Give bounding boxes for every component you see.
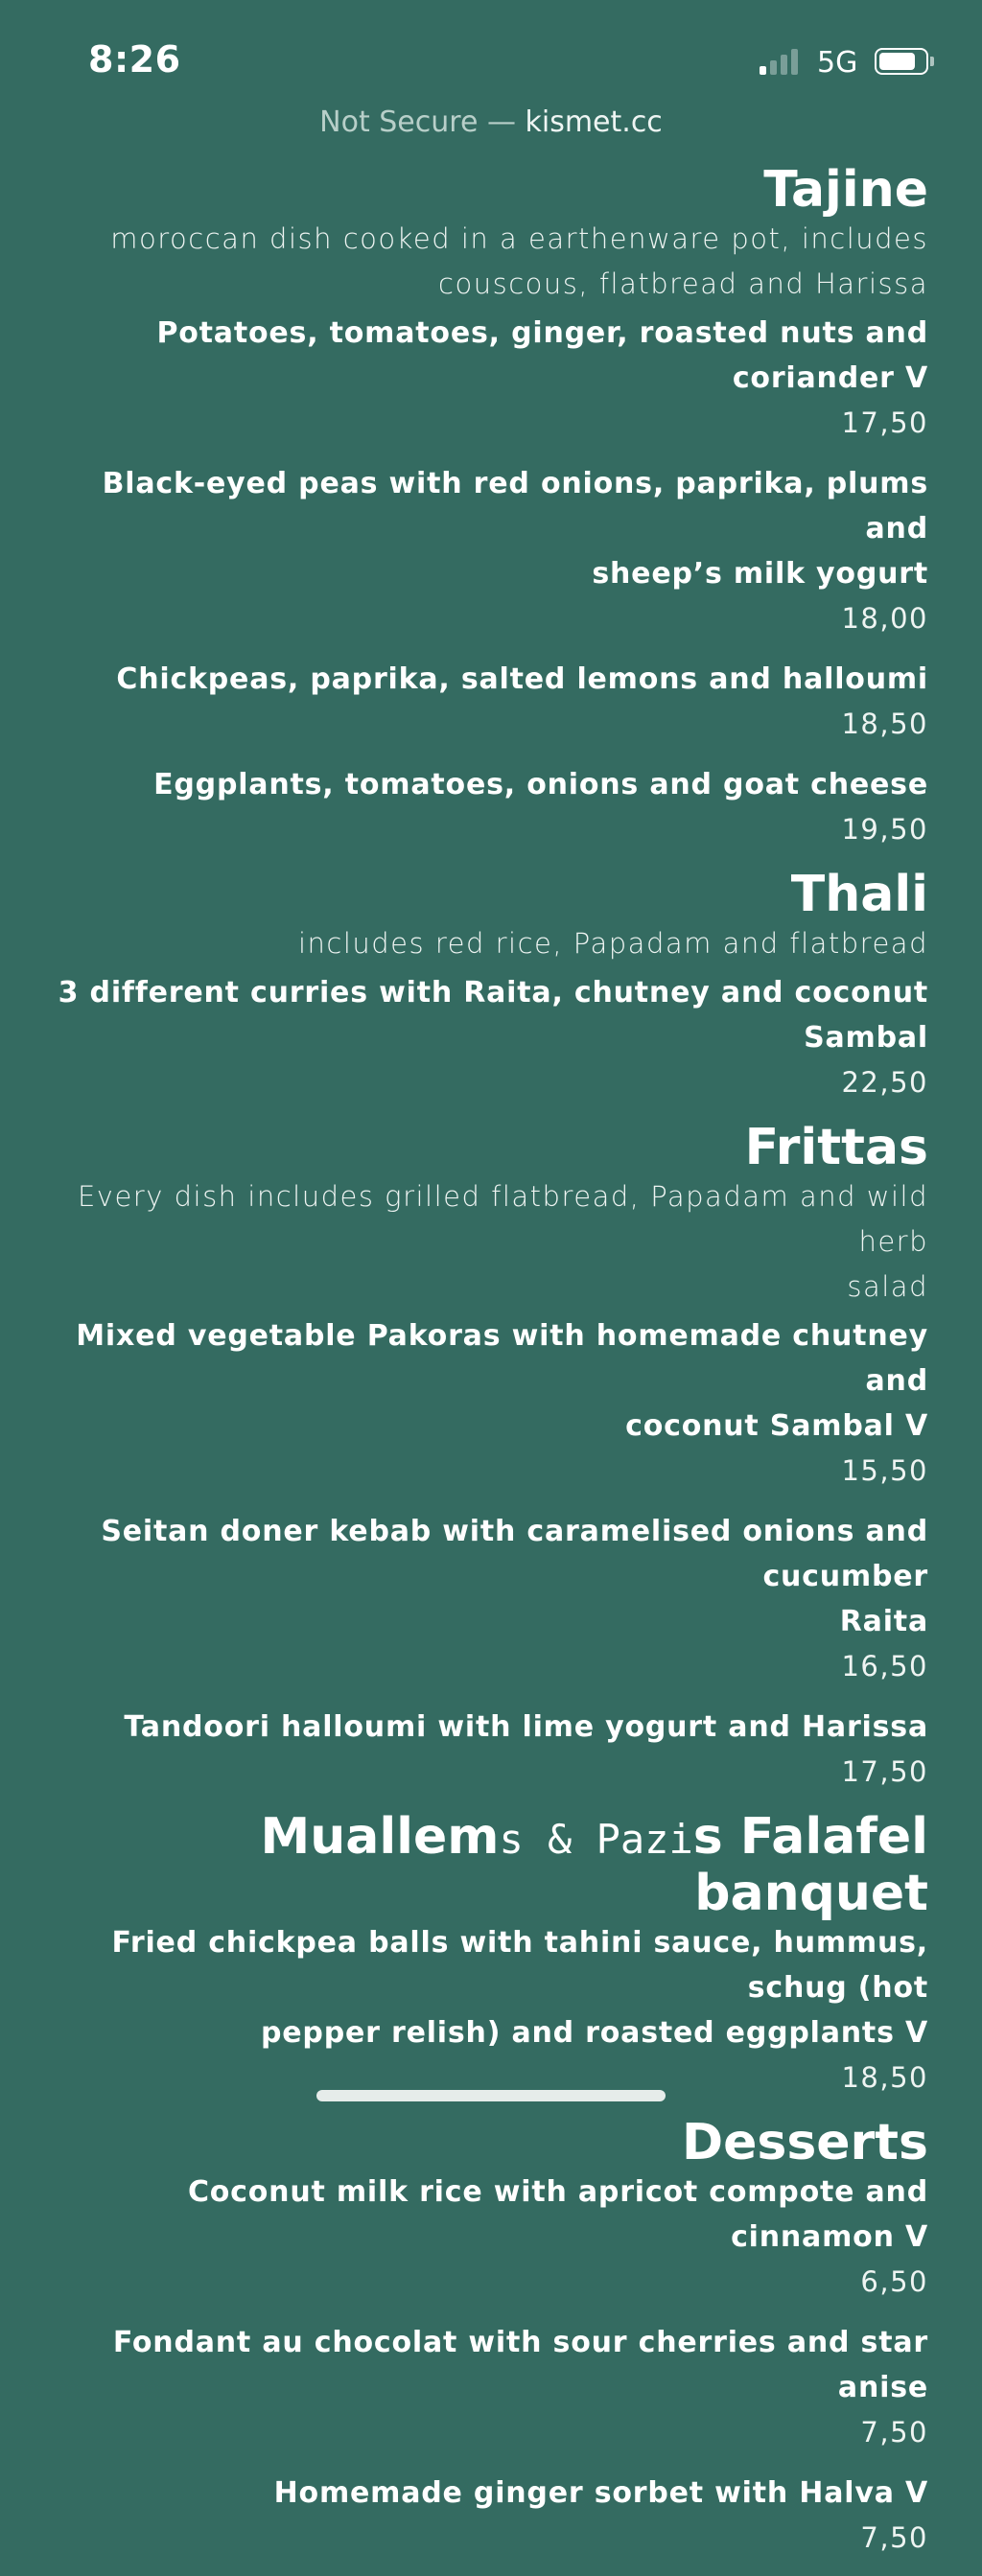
section-description: includes red rice, Papadam and flatbread [297,927,928,960]
dish-price: 22,50 [841,1066,928,1099]
signal-bar [791,49,798,75]
dish-name-line: Mixed vegetable Pakoras with homemade chutney and [76,1319,928,1398]
site-domain: kismet.cc [525,105,663,139]
browser-address-bar[interactable] [0,105,982,139]
section-thali [58,868,928,1105]
menu-item [58,2170,928,2305]
dish-name-line: Black-eyed peas with red onions, paprika, plums and [102,467,928,545]
dish-price: 18,00 [841,602,928,635]
section-description [58,1174,928,1310]
signal-bar [770,60,777,75]
section-title [58,1810,928,1920]
dish-price: 18,50 [841,2061,928,2094]
dish-name-line: coconut Sambal V [625,1409,928,1443]
dish-price: 6,50 [860,2265,928,2298]
menu-item [58,2320,928,2455]
battery-level-fill [879,53,915,70]
section-title: Frittas [744,1119,928,1176]
dish-price: 18,50 [841,708,928,740]
menu-item [58,762,928,852]
dish-price: 7,50 [860,2416,928,2448]
status-bar [0,0,982,115]
menu-item [58,1509,928,1689]
menu-item [58,1705,928,1795]
dish-name: Fondant au chocolat with sour cherries and star anise [112,2326,928,2404]
dish-price: 15,50 [841,1454,928,1487]
section-frittas [58,1121,928,1795]
dish-name: 3 different curries with Raita, chutney and coconut Sambal [58,976,928,1055]
menu-item [58,970,928,1105]
dish-price: 17,50 [841,406,928,439]
section-title: Tajine [763,161,928,219]
dish-name-line: Fried chickpea balls with tahini sauce, hummus, schug (hot [111,1926,928,2005]
section-description-line: couscous, flatbread and Harissa [438,267,928,300]
dish-name [58,1920,928,2055]
section-description-line: Every dish includes grilled flatbread, Papadam and wild herb [77,1180,928,1258]
dish-name-line: Raita [839,1605,928,1638]
dish-name [58,461,928,596]
dish-price: 7,50 [860,2521,928,2554]
section-title-part: s Falafel banquet [692,1808,928,1922]
dish-name-line: sheep’s milk yogurt [592,557,928,591]
menu-item [58,461,928,641]
signal-bar [760,66,766,75]
menu-item [58,1313,928,1494]
dish-name [58,1509,928,1644]
section-desserts [58,2116,928,2561]
section-description [58,217,928,307]
section-title: Desserts [681,2114,928,2171]
section-title-part: s & Pazi [499,1816,693,1863]
security-warning: Not Secure — [319,105,516,139]
signal-bar [781,55,787,75]
battery-icon [875,48,928,75]
dish-name-line: pepper relish) and roasted eggplants V [261,2016,928,2050]
menu-item [58,311,928,446]
menu-item [58,1920,928,2100]
battery-cap [930,57,934,66]
menu-item [58,657,928,747]
dish-name: Eggplants, tomatoes, onions and goat cheese [153,768,928,801]
dish-name: Homemade ginger sorbet with Halva V [273,2476,928,2510]
dish-name [58,1313,928,1449]
section-falafel-banquet [58,1810,928,2100]
dish-name: Potatoes, tomatoes, ginger, roasted nuts and coriander V [156,316,928,395]
dish-name: Chickpeas, paprika, salted lemons and halloumi [116,662,928,696]
status-time: 8:26 [88,38,181,81]
menu-item [58,2471,928,2561]
dish-price: 17,50 [841,1755,928,1788]
cellular-signal-icon [760,48,800,75]
section-tajine [58,163,928,852]
dish-name: Tandoori halloumi with lime yogurt and Harissa [124,1710,928,1744]
network-type: 5G [817,46,858,80]
menu-content [58,163,928,2576]
dish-price: 16,50 [841,1650,928,1683]
dish-price: 19,50 [841,813,928,846]
dish-name: Coconut milk rice with apricot compote and cinnamon V [187,2175,928,2254]
section-title-part: Muallem [260,1808,500,1866]
section-description-line: moroccan dish cooked in a earthenware pot, includes [110,222,928,255]
section-title: Thali [790,866,928,923]
dish-name-line: Seitan doner kebab with caramelised onions and cucumber [101,1515,928,1593]
section-description-line: salad [847,1270,928,1303]
home-indicator[interactable] [316,2090,666,2101]
